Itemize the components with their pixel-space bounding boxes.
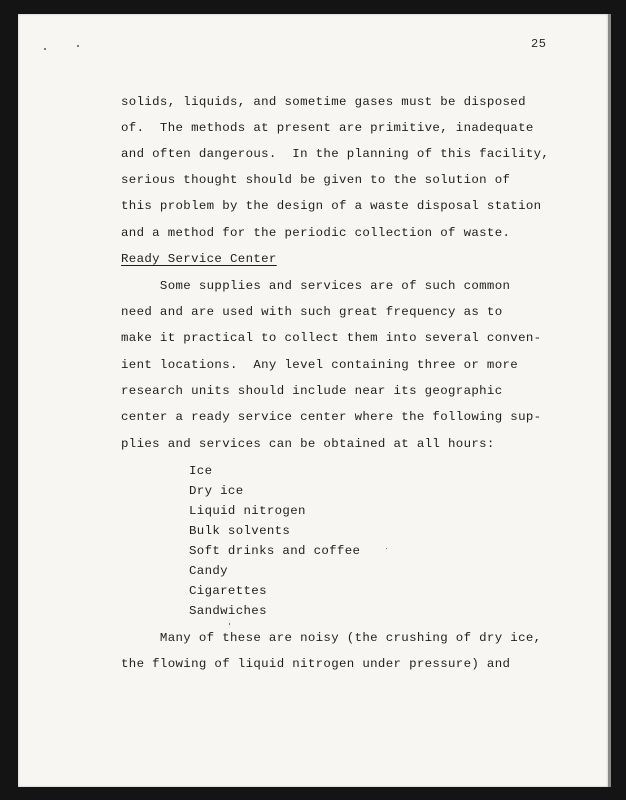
paragraph-line: this problem by the design of a waste disposal station — [121, 199, 542, 213]
paragraph-line: of. The methods at present are primitive, inadequate — [121, 121, 534, 135]
scan-speck — [229, 623, 230, 625]
paragraph-line: need and are used with such great frequency as to — [121, 305, 503, 319]
list-item: Candy — [189, 564, 228, 578]
paragraph-line: and often dangerous. In the planning of this facility, — [121, 147, 550, 161]
scan-speck — [77, 45, 79, 47]
list-item: Ice — [189, 464, 213, 478]
list-item: Bulk solvents — [189, 524, 291, 538]
paragraph-line: and a method for the periodic collection of waste. — [121, 226, 511, 240]
section-heading: Ready Service Center — [121, 252, 277, 266]
page-number: 25 — [531, 37, 547, 51]
paragraph-line: plies and services can be obtained at all hours: — [121, 437, 495, 451]
list-item: Sandwiches — [189, 604, 267, 618]
paragraph-line: solids, liquids, and sometime gases must be disposed — [121, 95, 526, 109]
page-edge — [608, 14, 611, 787]
list-item: Cigarettes — [189, 584, 267, 598]
paragraph-line: ient locations. Any level containing three or more — [121, 358, 519, 372]
paragraph-line: Some supplies and services are of such common — [121, 279, 511, 293]
paragraph-line: Many of these are noisy (the crushing of dry ice, — [121, 631, 542, 645]
paragraph-line: make it practical to collect them into several conven- — [121, 331, 542, 345]
list-item: Soft drinks and coffee — [189, 544, 361, 558]
paragraph-line: the flowing of liquid nitrogen under pressure) and — [121, 657, 511, 671]
scan-speck — [386, 548, 387, 549]
paragraph-line: center a ready service center where the following sup- — [121, 410, 542, 424]
list-item: Liquid nitrogen — [189, 504, 306, 518]
paragraph-line: research units should include near its geographic — [121, 384, 503, 398]
scan-speck — [44, 48, 46, 50]
list-item: Dry ice — [189, 484, 244, 498]
paragraph-line: serious thought should be given to the solution of — [121, 173, 511, 187]
